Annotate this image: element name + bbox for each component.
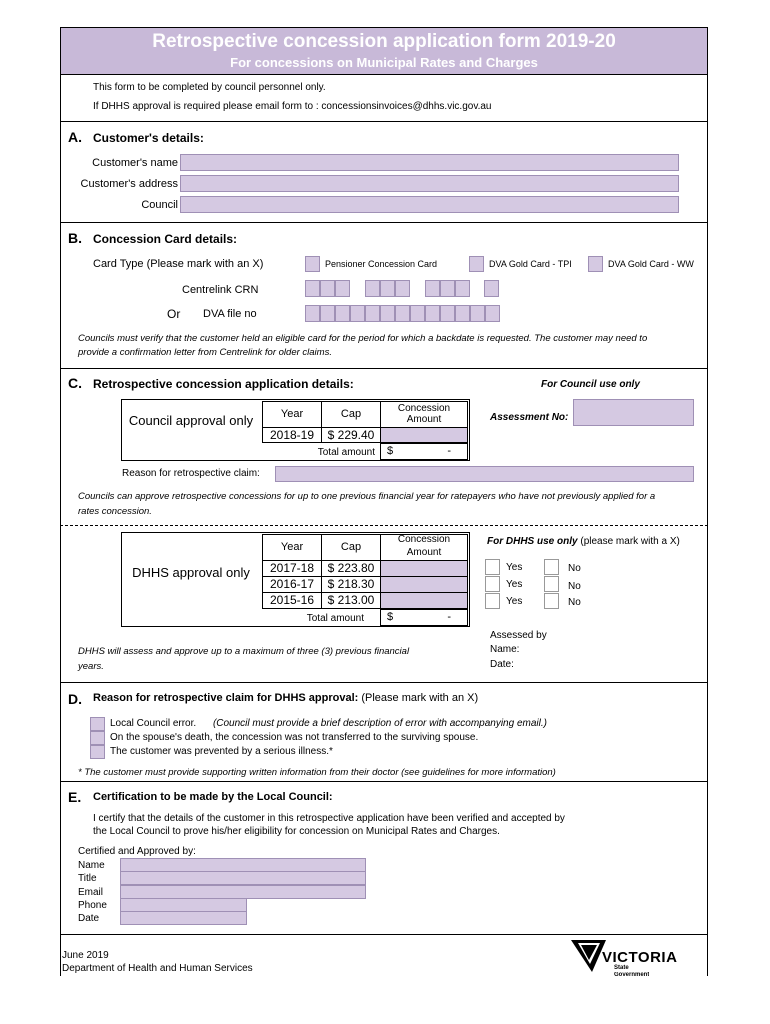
assessment-no-input[interactable]: [573, 399, 694, 426]
council-total-dollar: $: [387, 445, 394, 457]
dva-file-label: DVA file no: [203, 308, 257, 320]
dhhs-row-cap: $ 213.00: [321, 592, 381, 609]
or-label: Or: [167, 307, 181, 321]
council-total-dash: -: [447, 445, 451, 457]
crn-digit-box[interactable]: [425, 280, 440, 297]
pensioner-card-checkbox[interactable]: [305, 256, 320, 272]
cert-name-input[interactable]: [120, 858, 366, 872]
centrelink-crn-label: Centrelink CRN: [182, 284, 259, 296]
crn-digit-box[interactable]: [380, 280, 395, 297]
intro-line-2: If DHHS approval is required please email form to : concessionsinvoices@dhhs.vic.gov.au: [93, 101, 492, 112]
dva-file-digit-box[interactable]: [380, 305, 395, 322]
cert-email-input[interactable]: [120, 885, 366, 899]
section-c-title: Retrospective concession application details:: [93, 377, 354, 391]
dashed-divider: [60, 525, 708, 526]
crn-digit-box[interactable]: [395, 280, 410, 297]
section-b-title: Concession Card details:: [93, 232, 238, 246]
dhhs-total-amount: [380, 609, 468, 626]
dva-tpi-label: DVA Gold Card - TPI: [489, 259, 572, 269]
cert-title-label: Title: [78, 873, 97, 884]
dhhs-concession-amount-input[interactable]: [380, 560, 468, 577]
no-checkbox[interactable]: [544, 576, 559, 592]
reason-spouse-death-checkbox[interactable]: [90, 731, 105, 745]
dva-file-digit-box[interactable]: [410, 305, 425, 322]
certify-line-2: the Local Council to prove his/her eligibility for concession on Municipal Rates and Charges.: [93, 826, 500, 837]
dhhs-total-dollar: $: [387, 611, 394, 623]
footer-department: Department of Health and Human Services: [62, 963, 253, 974]
section-b-letter: B.: [68, 230, 82, 246]
customer-name-input[interactable]: [180, 154, 679, 171]
reason-spouse-death-label: On the spouse's death, the concession was not transferred to the surviving spouse.: [110, 732, 479, 743]
dva-file-digit-box[interactable]: [485, 305, 500, 322]
customer-address-input[interactable]: [180, 175, 679, 192]
council-approve-note-2: rates concession.: [78, 506, 152, 517]
dhhs-use-label: For DHHS use only: [487, 536, 578, 547]
dva-ww-label: DVA Gold Card - WW: [608, 259, 694, 269]
reason-council-error-label: Local Council error.: [110, 718, 197, 729]
divider: [60, 781, 708, 782]
dva-file-digit-box[interactable]: [320, 305, 335, 322]
cert-phone-input[interactable]: [120, 898, 247, 912]
card-verify-note-2: provide a confirmation letter from Centrelink for older claims.: [78, 347, 332, 358]
dva-file-digit-box[interactable]: [395, 305, 410, 322]
section-d-letter: D.: [68, 691, 82, 707]
crn-digit-box[interactable]: [320, 280, 335, 297]
divider: [60, 222, 708, 223]
dhhs-total-dash: -: [447, 611, 451, 623]
reason-council-error: [110, 718, 547, 729]
section-a-title: Customer's details:: [93, 131, 204, 145]
dva-ww-checkbox[interactable]: [588, 256, 603, 272]
footer-date: June 2019: [62, 950, 109, 961]
yes-label: Yes: [506, 562, 523, 573]
dva-file-digit-box[interactable]: [305, 305, 320, 322]
dhhs-row-cap: $ 223.80: [321, 560, 381, 577]
yes-checkbox[interactable]: [485, 559, 500, 575]
customer-name-label: Customer's name: [92, 157, 178, 169]
dhhs-approval-label: DHHS approval only: [132, 565, 250, 580]
reason-illness-checkbox[interactable]: [90, 745, 105, 759]
cert-email-label: Email: [78, 887, 104, 898]
crn-digit-box[interactable]: [455, 280, 470, 297]
col-concession-header: [380, 401, 468, 427]
dhhs-row-year: 2015-16: [262, 592, 322, 609]
section-d-heading: [93, 692, 478, 704]
crn-digit-box[interactable]: [365, 280, 380, 297]
form-header: [61, 28, 707, 75]
cert-date-label: Date: [78, 913, 100, 924]
council-total-amount: [380, 443, 468, 460]
council-row-cap: $ 229.40: [321, 427, 381, 443]
dva-file-digit-box[interactable]: [350, 305, 365, 322]
section-d-title-note: (Please mark with an X): [361, 692, 479, 704]
council-approve-note-1: Councils can approve retrospective concessions for up to one previous financial year for ratepayers who have not previously applied for a: [78, 491, 656, 502]
reason-label: Reason for retrospective claim:: [122, 468, 260, 479]
cert-title-input[interactable]: [120, 871, 366, 885]
council-total-label: Total amount: [317, 447, 375, 458]
divider: [60, 934, 708, 935]
divider: [60, 682, 708, 683]
assessed-by-label: Assessed by: [490, 630, 547, 641]
yes-checkbox[interactable]: [485, 576, 500, 592]
crn-digit-box[interactable]: [305, 280, 320, 297]
pensioner-card-label: Pensioner Concession Card: [325, 259, 438, 269]
section-e-title: Certification to be made by the Local Council:: [93, 791, 333, 803]
dhhs-row-cap: $ 218.30: [321, 576, 381, 593]
form-subtitle: For concessions on Municipal Rates and Charges: [230, 55, 538, 70]
cert-date-input[interactable]: [120, 911, 247, 925]
section-e-letter: E.: [68, 789, 82, 805]
crn-digit-box[interactable]: [484, 280, 499, 297]
cert-name-label: Name: [78, 860, 105, 871]
dhhs-total-label: Total amount: [306, 613, 364, 624]
dva-tpi-checkbox[interactable]: [469, 256, 484, 272]
dhhs-note-1: DHHS will assess and approve up to a maximum of three (3) previous financial: [78, 646, 410, 657]
crn-digit-box[interactable]: [335, 280, 350, 297]
col-concession-line2: Amount: [406, 414, 442, 425]
no-label: No: [568, 563, 581, 574]
card-type-label: Card Type (Please mark with an X): [93, 258, 264, 270]
cert-phone-label: Phone: [78, 900, 107, 911]
col-concession-line1: Concession: [397, 403, 451, 414]
divider: [60, 121, 708, 122]
no-checkbox[interactable]: [544, 593, 559, 609]
yes-label: Yes: [506, 596, 523, 607]
section-a-letter: A.: [68, 129, 82, 145]
assessed-date-label: Date:: [490, 659, 514, 670]
dva-file-digit-box[interactable]: [470, 305, 485, 322]
council-input[interactable]: [180, 196, 679, 213]
dhhs-use-note: (please mark with a X): [580, 536, 680, 547]
no-checkbox[interactable]: [544, 559, 559, 575]
dhhs-note-2: years.: [78, 661, 104, 672]
yes-checkbox[interactable]: [485, 593, 500, 609]
no-label: No: [568, 597, 581, 608]
no-label: No: [568, 581, 581, 592]
dhhs-col-concession-line2: Amount: [406, 547, 442, 558]
assessment-no-label: Assessment No:: [490, 412, 569, 423]
customer-address-label: Customer's address: [80, 178, 178, 190]
council-concession-amount-input[interactable]: [380, 427, 468, 443]
dhhs-row-year: 2016-17: [262, 576, 322, 593]
victoria-logo-government: Government: [614, 972, 650, 976]
section-c-letter: C.: [68, 375, 82, 391]
yes-label: Yes: [506, 579, 523, 590]
dva-file-digit-box[interactable]: [335, 305, 350, 322]
council-use-label: For Council use only: [541, 379, 640, 390]
certify-line-1: I certify that the details of the customer in this retrospective application have been verified and accepted by: [93, 813, 565, 824]
council-row-year: 2018-19: [262, 427, 322, 443]
assessed-name-label: Name:: [490, 644, 520, 655]
dhhs-col-year-header: Year: [262, 534, 322, 560]
col-cap-header: Cap: [321, 401, 381, 427]
reason-council-error-checkbox[interactable]: [90, 717, 105, 731]
col-year-header: Year: [262, 401, 322, 427]
section-d-title: Reason for retrospective claim for DHHS approval:: [93, 692, 359, 704]
card-verify-note-1: Councils must verify that the customer held an eligible card for the period for which a backdate is requested. The customer may need to: [78, 333, 648, 344]
council-approval-label: Council approval only: [128, 413, 254, 428]
dhhs-concession-amount-input[interactable]: [380, 592, 468, 609]
dhhs-row-year: 2017-18: [262, 560, 322, 577]
dva-file-digit-box[interactable]: [440, 305, 455, 322]
dhhs-col-concession-header: [380, 534, 468, 560]
dva-file-digit-box[interactable]: [425, 305, 440, 322]
victoria-logo-state: State: [614, 965, 629, 971]
reason-illness-label: The customer was prevented by a serious illness.*: [110, 746, 333, 757]
reason-input[interactable]: [275, 466, 694, 482]
divider: [60, 368, 708, 369]
form-title: Retrospective concession application form 2019-20: [152, 31, 616, 52]
dhhs-concession-amount-input[interactable]: [380, 576, 468, 593]
dhhs-col-cap-header: Cap: [321, 534, 381, 560]
victoria-logo: VICTORIA: [602, 949, 678, 966]
council-label: Council: [141, 199, 178, 211]
dhhs-use-heading: [487, 536, 680, 547]
dhhs-col-concession-line1: Concession: [397, 534, 451, 545]
approved-by-label: Certified and Approved by:: [78, 846, 196, 857]
reason-council-error-note: (Council must provide a brief description of error with accompanying email.): [212, 718, 547, 729]
dva-file-digit-box[interactable]: [365, 305, 380, 322]
crn-digit-box[interactable]: [440, 280, 455, 297]
dva-file-digit-box[interactable]: [455, 305, 470, 322]
illness-footnote: * The customer must provide supporting written information from their doctor (see guidelines for more information): [78, 767, 556, 778]
intro-line-1: This form to be completed by council personnel only.: [93, 82, 326, 93]
